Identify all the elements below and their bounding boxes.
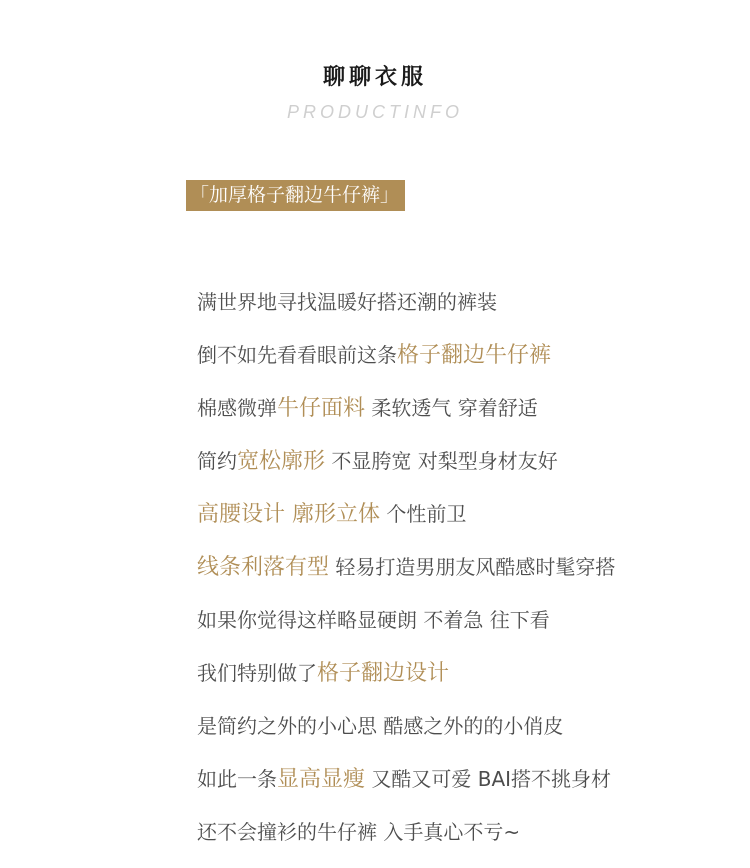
highlight-text: 牛仔面料 bbox=[277, 396, 366, 421]
body-text: 是简约之外的小心思 酷感之外的的小俏皮 bbox=[197, 714, 564, 738]
body-text: 不显胯宽 对梨型身材友好 bbox=[325, 449, 558, 473]
body-text: 如果你觉得这样略显硬朗 不着急 往下看 bbox=[197, 608, 550, 632]
body-text: 满世界地寻找温暖好搭还潮的裤装 bbox=[197, 290, 497, 314]
description-line bbox=[197, 280, 615, 333]
description-line bbox=[197, 598, 615, 651]
highlight-text: 线条利落有型 bbox=[197, 555, 330, 580]
description-list bbox=[197, 280, 615, 863]
body-text: 个性前卫 bbox=[380, 502, 467, 526]
description-line bbox=[197, 386, 615, 439]
description-line bbox=[197, 757, 615, 810]
body-text: 我们特别做了 bbox=[197, 661, 317, 685]
highlight-text: 格子翻边牛仔裤 bbox=[397, 343, 552, 368]
highlight-text: 格子翻边设计 bbox=[317, 661, 450, 686]
body-text: 棉感微弹 bbox=[197, 396, 277, 420]
description-line bbox=[197, 492, 615, 545]
body-text: 如此一条 bbox=[197, 767, 277, 791]
body-text: 还不会撞衫的牛仔裤 入手真心不亏~ bbox=[197, 820, 521, 844]
description-line bbox=[197, 651, 615, 704]
description-line bbox=[197, 439, 615, 492]
description-line bbox=[197, 810, 615, 863]
highlight-text: 高腰设计 廓形立体 bbox=[197, 502, 380, 527]
page-subtitle: PRODUCTINFO bbox=[287, 102, 463, 122]
highlight-text: 宽松廓形 bbox=[237, 449, 326, 474]
body-text: 简约 bbox=[197, 449, 237, 473]
product-name-tag: 「加厚格子翻边牛仔裤」 bbox=[186, 180, 405, 211]
highlight-text: 显高显瘦 bbox=[277, 767, 366, 792]
page-title: 聊聊衣服 bbox=[322, 65, 427, 90]
body-text: 倒不如先看看眼前这条 bbox=[197, 343, 397, 367]
description-line bbox=[197, 545, 615, 598]
description-line bbox=[197, 333, 615, 386]
body-text: 又酷又可爱 BAI搭不挑身材 bbox=[365, 767, 612, 791]
description-line bbox=[197, 704, 615, 757]
body-text: 柔软透气 穿着舒适 bbox=[365, 396, 538, 420]
body-text: 轻易打造男朋友风酷感时髦穿搭 bbox=[329, 555, 616, 579]
